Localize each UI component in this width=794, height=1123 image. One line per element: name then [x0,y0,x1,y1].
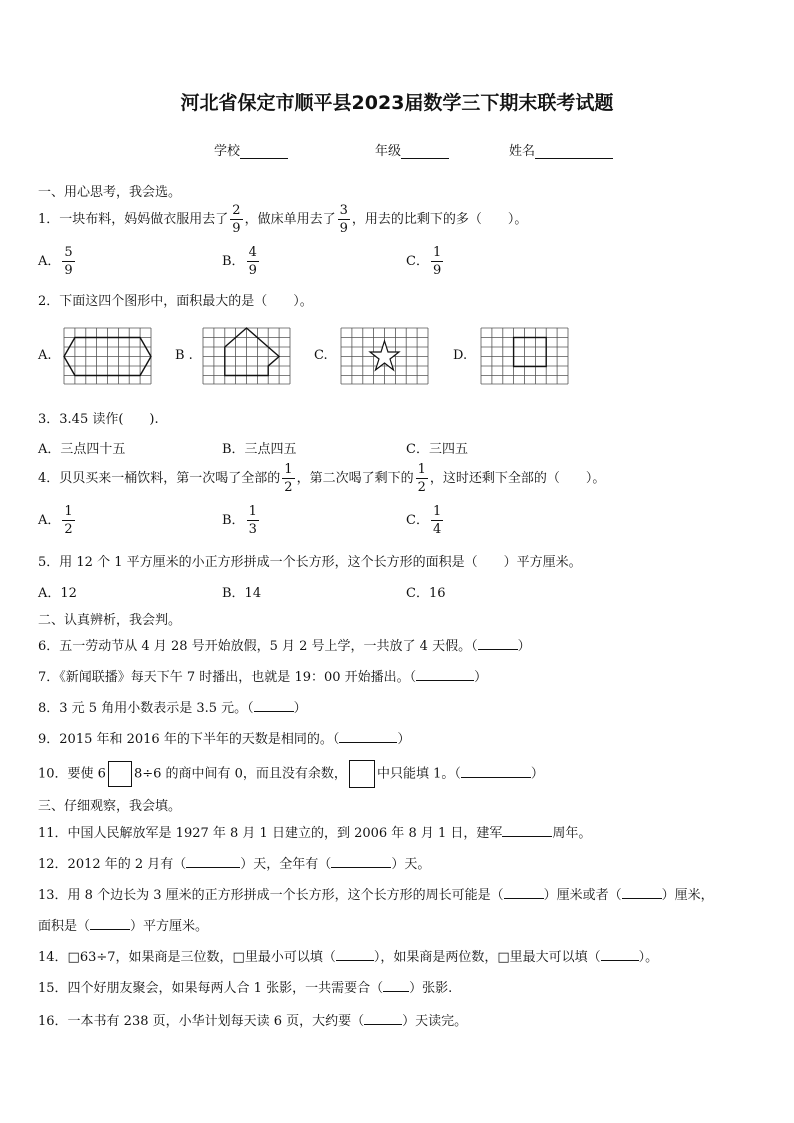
question-15 [38,977,452,996]
q7-close: ） [474,670,488,685]
q7-blank [416,680,474,681]
q13-blank-1 [504,898,544,899]
question-4 [38,463,605,494]
question-2: 2．下面这四个图形中，面积最大的是（ ）。 [38,294,313,309]
q4-opt-a-label: A． [38,513,61,528]
grid-figure-c [340,327,430,385]
page-title: 河北省保定市顺平县2023届数学三下期末联考试题 [180,92,614,114]
q10-text-b: 8÷6 的商中间有 0，而且没有余数， [133,766,347,782]
question-5: 5．用 12 个 1 平方厘米的小正方形拼成一个长方形，这个长方形的面积是（ ）平方厘米。 [38,555,582,570]
q10-box-2 [349,760,375,788]
q4-option-a [38,505,77,536]
q15-text-a: 15．四个好朋友聚会，如果每两人合 1 张影，一共需要合（ [38,981,384,996]
q16-blank [364,1024,402,1025]
grade-field [375,140,449,159]
q1-opt-b-fraction [247,246,259,277]
q4-opt-b-fraction [247,505,259,536]
q10-blank [461,777,531,778]
q1-f1-den: 9 [232,221,241,236]
q10-text-c: 中只能填 1。（ [376,766,461,782]
q1-opt-c-fraction [431,246,443,277]
q12-blank-1 [186,867,240,868]
q4-f2-den: 2 [417,480,426,495]
q4-a-den: 2 [64,522,73,537]
q4-option-b [222,505,261,536]
question-8 [38,697,307,716]
q13-blank-3 [90,929,130,930]
q11-text-b: 周年。 [552,826,592,841]
q13-text-e: ）平方厘米。 [130,919,209,934]
q4-option-c [406,505,445,536]
q4-fraction-1 [282,463,294,494]
q1-b-den: 9 [248,263,257,278]
section-1-heading: 一、用心思考，我会选。 [38,185,182,200]
school-blank [240,144,288,159]
q1-opt-c-label: C． [406,254,429,269]
q1-opt-b-label: B． [222,254,245,269]
q8-blank [254,711,294,712]
q4-opt-c-fraction [431,505,443,536]
section-3-heading: 三、仔细观察，我会填。 [38,799,182,814]
q1-text-a: 1．一块布料，妈妈做衣服用去了 [38,212,229,227]
q13-text-d: 面积是（ [38,919,91,934]
q13-text-b: ）厘米或者（ [543,888,622,903]
question-16 [38,1010,467,1029]
q4-opt-b-label: B． [222,513,245,528]
grade-blank [401,144,449,159]
q5-option-a: A．12 [38,586,77,601]
q7-text: 7．《新闻联播》每天下午 7 时播出，也就是 19：00 开始播出。（ [38,670,417,685]
question-3: 3．3.45 读作( ). [38,412,159,427]
rectangle-shape [514,338,547,367]
question-10 [38,760,544,788]
q11-text-a: 11．中国人民解放军是 1927 年 8 月 1 日建立的，到 2006 年 8 月 1 日，建军 [38,826,503,841]
name-label: 姓名 [509,144,536,159]
q2-option-c-label: C. [314,348,328,363]
q11-blank [502,836,552,837]
q4-f2-num: 1 [417,462,426,477]
q1-f1-num: 2 [232,203,241,218]
q12-blank-2 [331,867,391,868]
q1-f2-num: 3 [339,203,348,218]
question-12 [38,853,430,872]
school-field [214,140,288,159]
q1-fraction-2 [338,204,350,235]
q2-option-a-label: A. [38,348,52,363]
q4-c-den: 4 [432,522,442,537]
question-6 [38,635,531,654]
q14-text-a: 14．□63÷7，如果商是三位数，□里最小可以填（ [38,950,336,965]
q2-option-b-label: B . [175,348,193,363]
q4-opt-c-label: C． [406,513,429,528]
question-14 [38,946,658,965]
q1-option-c [406,246,445,277]
q4-b-num: 1 [248,504,257,519]
q9-close: ） [397,732,411,747]
q14-blank-1 [336,960,374,961]
q1-c-den: 9 [432,263,442,278]
grade-label: 年级 [375,144,402,159]
question-11 [38,822,591,841]
q3-option-c: C．三四五 [406,442,468,457]
q4-text-b: ，第二次喝了剩下的 [296,471,414,486]
grid-figure-d [480,327,570,385]
q4-a-num: 1 [64,504,73,519]
section-2-heading: 二、认真辨析，我会判。 [38,613,182,628]
q5-option-c: C．16 [406,586,446,601]
q3-option-a: A．三点四十五 [38,442,126,457]
q1-text-b: ，做床单用去了 [244,212,336,227]
q12-text-c: ）天。 [391,857,431,872]
q1-b-num: 4 [248,245,257,260]
question-13-line-2 [38,915,208,934]
q5-option-b: B．14 [222,586,262,601]
q6-text: 6．五一劳动节从 4 月 28 号开始放假，5 月 2 号上学，一共放了 4 天假。（ [38,639,478,654]
q4-f1-num: 1 [284,462,293,477]
q9-blank [339,742,397,743]
q10-text-a: 10．要使 6 [38,766,106,782]
name-field [509,140,613,159]
q4-b-den: 3 [248,522,257,537]
q1-c-num: 1 [432,245,442,260]
q1-option-b [222,246,261,277]
q1-opt-a-label: A． [38,254,61,269]
question-1 [38,204,527,235]
q3-option-b: B．三点四五 [222,442,297,457]
q4-c-num: 1 [432,504,442,519]
q1-a-num: 5 [64,245,73,260]
school-label: 学校 [214,144,241,159]
question-13 [38,884,714,903]
q9-text: 9．2015 年和 2016 年的下半年的天数是相同的。（ [38,732,340,747]
q16-text-b: ）天读完。 [402,1014,468,1029]
q13-text-c: ）厘米， [661,888,714,903]
q4-text-a: 4．贝贝买来一桶饮料，第一次喝了全部的 [38,471,281,486]
q10-close: ） [530,766,544,782]
question-9 [38,728,410,747]
q15-text-b: ）张影. [409,981,453,996]
q15-blank [383,991,409,992]
q4-opt-a-fraction [62,505,74,536]
q1-opt-a-fraction [62,246,74,277]
grid-figure-b [202,327,292,385]
name-blank [535,144,613,159]
q1-f2-den: 9 [339,221,348,236]
q10-box-1 [108,761,132,787]
q16-text-a: 16．一本书有 238 页，小华计划每天读 6 页，大约要（ [38,1014,365,1029]
q13-text-a: 13．用 8 个边长为 3 厘米的正方形拼成一个长方形，这个长方形的周长可能是（ [38,888,504,903]
q1-option-a [38,246,77,277]
house-shape [225,328,279,376]
q14-text-b: ），如果商是两位数，□里最大可以填（ [373,950,601,965]
q8-text: 8．3 元 5 角用小数表示是 3.5 元。（ [38,701,254,716]
question-7 [38,666,487,685]
q4-fraction-2 [416,463,428,494]
q1-a-den: 9 [64,263,73,278]
q4-f1-den: 2 [284,480,293,495]
q1-fraction-1 [230,204,242,235]
q12-text-b: ）天，全年有（ [240,857,332,872]
q4-text-c: ，这时还剩下全部的（ ）。 [429,471,606,486]
q2-option-d-label: D. [453,348,468,363]
grid-figure-a [63,327,153,385]
q1-text-c: ，用去的比剩下的多（ ）。 [351,212,528,227]
q6-close: ） [517,639,531,654]
q12-text-a: 12．2012 年的 2 月有（ [38,857,187,872]
q14-blank-2 [601,960,639,961]
q8-close: ） [293,701,307,716]
q14-text-c: ）。 [638,950,659,965]
q13-blank-2 [622,898,662,899]
q6-blank [478,649,518,650]
